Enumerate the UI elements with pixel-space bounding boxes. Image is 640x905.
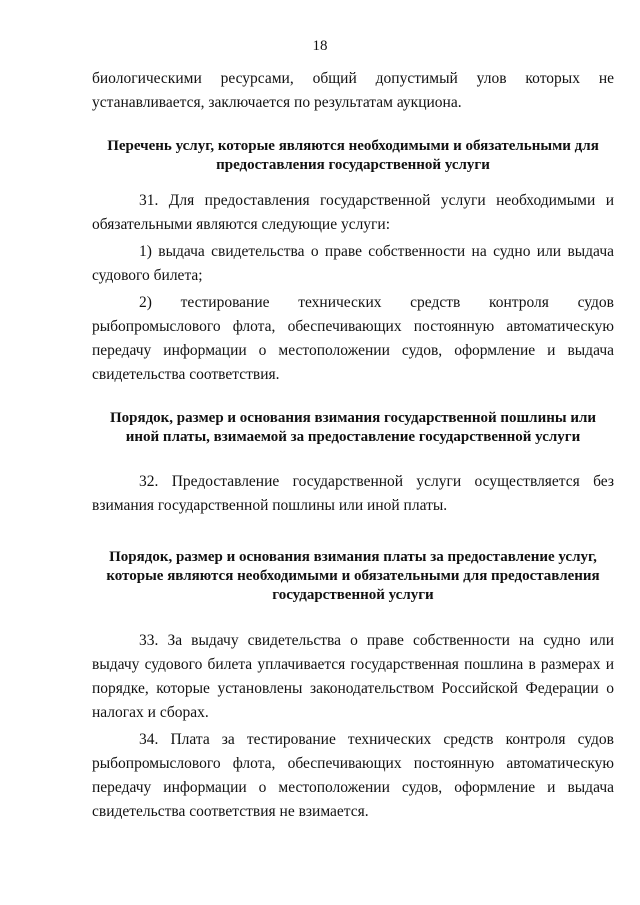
paragraph-34: 34. Плата за тестирование технических средств контроля судов рыбопромыслового флота, обеспечивающих постоянную автоматическую передачу информации о местоположении судов, оформление и выдача свидетельства соответствия не взимается. xyxy=(92,731,614,820)
section-heading-required-services: Перечень услуг, которые являются необходимыми и обязательными для предоставления государственной услуги xyxy=(107,138,599,173)
paragraph-33: 33. За выдачу свидетельства о праве собственности на судно или выдачу судового билета уплачивается государственная пошлина в размерах и порядке, которые установлены законодательством Российской Федерации о налогах и сборах. xyxy=(92,632,614,721)
intro-paragraph: биологическими ресурсами, общий допустимый улов которых не устанавливается, заключается по результатам аукциона. xyxy=(92,70,614,111)
section-heading-state-fee: Порядок, размер и основания взимания государственной пошлины или иной платы, взимаемой за предоставление государственной услуги xyxy=(109,410,597,445)
paragraph-31-item-1: 1) выдача свидетельства о праве собственности на судно или выдача судового билета; xyxy=(92,243,614,284)
document-body xyxy=(92,67,614,824)
paragraph-31: 31. Для предоставления государственной услуги необходимыми и обязательными являются следующие услуги: xyxy=(92,192,614,233)
page-number: 18 xyxy=(312,38,328,54)
paragraph-32: 32. Предоставление государственной услуги осуществляется без взимания государственной пошлины или иной платы. xyxy=(92,473,614,514)
paragraph-31-item-2: 2) тестирование технических средств контроля судов рыбопромыслового флота, обеспечивающих постоянную автоматическую передачу информации о местоположении судов, оформление и выдача свидетельства соответствия. xyxy=(92,294,614,383)
section-heading-required-services-fee: Порядок, размер и основания взимания платы за предоставление услуг, которые являются необходимыми и обязательными для предоставления государственной услуги xyxy=(106,549,600,603)
